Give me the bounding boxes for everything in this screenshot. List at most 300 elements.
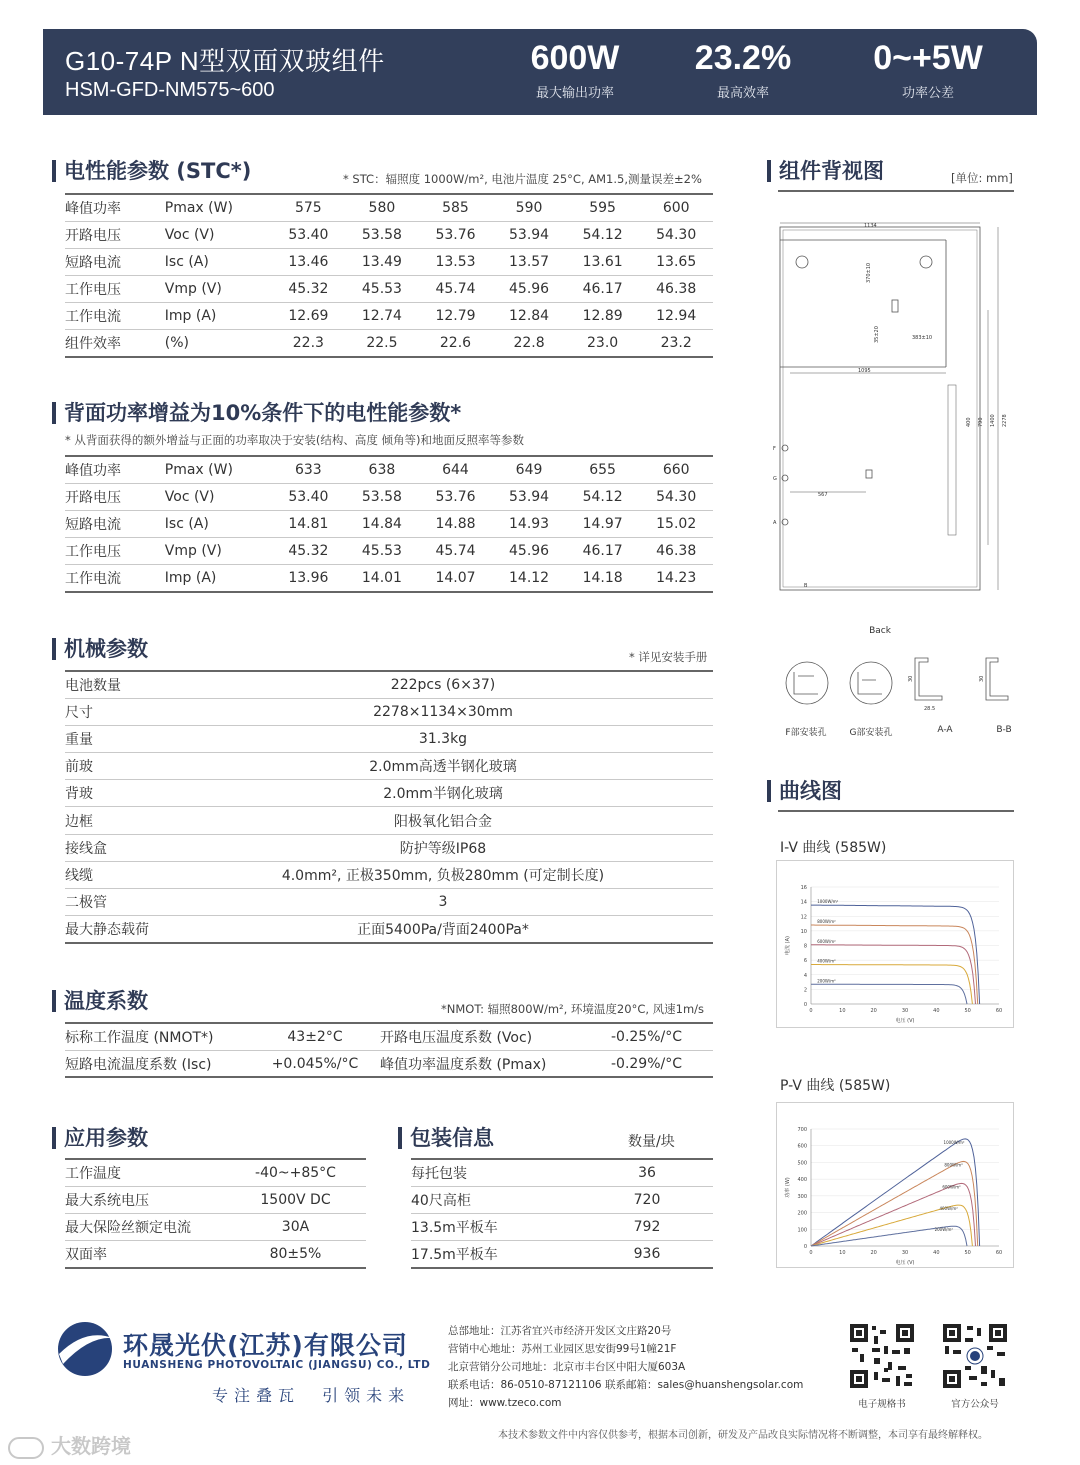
table-cell: 峰值功率温度系数 (Pmax) xyxy=(380,1050,580,1077)
table-cell: 14.88 xyxy=(419,510,493,537)
table-cell: 45.32 xyxy=(272,538,346,565)
y-tick-label: 200 xyxy=(797,1210,807,1217)
x-tick-label: 20 xyxy=(870,1008,877,1014)
detail-f-circle xyxy=(786,662,828,704)
series-label: 400W/m² xyxy=(939,1206,958,1212)
table-row xyxy=(411,1159,713,1186)
x-tick-label: 0 xyxy=(809,1008,813,1014)
section-title-temperature: 温度系数 xyxy=(52,988,148,1014)
table-cell xyxy=(641,671,713,698)
x-tick-label: 30 xyxy=(901,1008,909,1014)
table-cell: 45.53 xyxy=(345,276,419,303)
table-cell: 14.81 xyxy=(272,510,346,537)
pv-chart xyxy=(776,1102,1014,1268)
table-cell: Voc (V) xyxy=(165,221,272,248)
table-cell: 线缆 xyxy=(65,861,245,888)
series-label: 800W/m² xyxy=(944,1162,963,1168)
table-row xyxy=(65,248,713,275)
table-row xyxy=(65,194,713,221)
table-row xyxy=(65,698,713,725)
website: 网址：www.tzeco.com xyxy=(448,1397,562,1409)
table-cell: 每托包装 xyxy=(411,1159,581,1186)
table-row xyxy=(65,671,713,698)
table-cell: 590 xyxy=(492,194,566,221)
table-cell: 12.79 xyxy=(419,303,493,330)
watermark-text: 大数跨境 xyxy=(50,1434,131,1458)
table-cell: 53.94 xyxy=(492,221,566,248)
series-line xyxy=(811,984,967,1004)
y-tick-label: 14 xyxy=(800,899,807,906)
kpi-value: 23.2% xyxy=(694,39,792,77)
table-cell: 13.61 xyxy=(566,248,640,275)
detail-label-f: F部安装孔 xyxy=(785,728,827,738)
dim-label: 1400 xyxy=(990,414,996,427)
table-cell: 开路电压 xyxy=(65,483,165,510)
table-cell xyxy=(641,807,713,834)
detail-label-g: G部安装孔 xyxy=(849,728,893,738)
y-tick-label: 500 xyxy=(797,1160,807,1167)
table-row xyxy=(65,538,713,565)
table-cell: 45.74 xyxy=(419,276,493,303)
table-cell: 12.94 xyxy=(639,303,713,330)
table-cell: 14.97 xyxy=(566,510,640,537)
kpi-max-efficiency xyxy=(668,39,818,101)
module-back-drawing xyxy=(760,215,1040,600)
section-title-electrical: 电性能参数 (STC*) xyxy=(52,158,251,184)
table-row xyxy=(65,276,713,303)
x-tick-label: 30 xyxy=(901,1250,909,1256)
table-cell: 45.96 xyxy=(492,538,566,565)
dim-label: 370±10 xyxy=(866,262,872,283)
table-cell: (%) xyxy=(165,330,272,357)
watermark xyxy=(8,1430,131,1459)
nmot-note: *NMOT: 辐照800W/m², 环境温度20°C, 风速1m/s xyxy=(441,1002,705,1016)
table-cell xyxy=(641,889,713,916)
table-cell: 53.76 xyxy=(419,483,493,510)
x-tick-label: 0 xyxy=(809,1250,813,1256)
qr-code-spec-icon xyxy=(848,1322,916,1390)
table-cell: 17.5m平板车 xyxy=(411,1241,581,1268)
table-cell: Imp (A) xyxy=(165,565,272,592)
table-cell: 23.0 xyxy=(566,330,640,357)
table-cell: 14.07 xyxy=(419,565,493,592)
table-cell: 短路电流 xyxy=(65,248,165,275)
disclaimer: 本技术参数文件中内容仅供参考，根据本司创新，研发及产品改良实际情况将不断调整，本司享有最终解释权。 xyxy=(498,1430,988,1441)
table-cell: 4.0mm², 正极350mm, 负极280mm (可定制长度) xyxy=(245,861,641,888)
table-cell: +0.045%/°C xyxy=(250,1050,380,1077)
table-cell: 3 xyxy=(245,889,641,916)
electrical-table xyxy=(65,193,713,358)
table-cell: 585 xyxy=(419,194,493,221)
table-cell: 13.53 xyxy=(419,248,493,275)
table-cell: 正面5400Pa/背面2400Pa* xyxy=(245,916,641,943)
table-cell: 12.84 xyxy=(492,303,566,330)
table-cell: 开路电压 xyxy=(65,221,165,248)
table-cell: 54.12 xyxy=(566,483,640,510)
dim-label: 400 xyxy=(966,417,972,427)
detail-g-profile xyxy=(858,672,882,694)
series-label: 200W/m² xyxy=(817,978,836,984)
table-row xyxy=(65,510,713,537)
y-tick-label: 4 xyxy=(803,972,807,979)
table-cell: 595 xyxy=(566,194,640,221)
x-tick-label: 50 xyxy=(964,1250,971,1256)
table-row xyxy=(65,834,713,861)
table-cell: 标称工作温度 (NMOT*) xyxy=(65,1023,250,1050)
table-cell: 12.74 xyxy=(345,303,419,330)
table-cell: 720 xyxy=(581,1186,713,1213)
table-cell: 580 xyxy=(345,194,419,221)
table-cell: 80±5% xyxy=(225,1241,366,1268)
table-cell: 重量 xyxy=(65,725,245,752)
table-cell xyxy=(641,725,713,752)
table-cell: 工作电压 xyxy=(65,538,165,565)
series-label: 200W/m² xyxy=(934,1227,954,1233)
y-tick-label: 400 xyxy=(797,1177,807,1184)
detail-label-aa: A-A xyxy=(937,725,953,735)
table-cell xyxy=(641,834,713,861)
kpi-label: 最高效率 xyxy=(716,86,769,101)
series-line xyxy=(811,945,976,1004)
company-name-en: HUANSHENG PHOTOVOLTAIC (JIANGSU) CO., LTD xyxy=(123,1359,431,1371)
y-axis-label: 电流 (A) xyxy=(785,936,791,955)
section-mark: B xyxy=(804,583,808,589)
x-tick-label: 10 xyxy=(839,1250,846,1256)
section-mark: A xyxy=(773,520,777,526)
table-cell: Pmax (W) xyxy=(165,456,272,483)
table-cell: 2278×1134×30mm xyxy=(245,698,641,725)
table-cell: 46.38 xyxy=(639,538,713,565)
temperature-table xyxy=(65,1022,713,1078)
table-cell: 46.17 xyxy=(566,276,640,303)
section-mark: F xyxy=(773,446,776,452)
unit-label: [单位: mm] xyxy=(951,171,1013,185)
table-cell: 36 xyxy=(581,1159,713,1186)
detail-f-profile xyxy=(794,672,818,694)
y-tick-label: 0 xyxy=(803,1002,807,1008)
table-row xyxy=(65,1241,366,1268)
slogan: 专注叠瓦 引领未来 xyxy=(212,1386,411,1405)
detail-g-circle xyxy=(850,662,892,704)
x-tick-label: 60 xyxy=(995,1008,1003,1014)
table-cell: 前玻 xyxy=(65,753,245,780)
dim-label: 35±20 xyxy=(874,326,880,343)
bifacial-table xyxy=(65,455,713,593)
table-cell: 组件效率 xyxy=(65,330,165,357)
table-cell: 575 xyxy=(272,194,346,221)
table-cell: 最大系统电压 xyxy=(65,1186,225,1213)
mechanical-table xyxy=(65,670,713,944)
table-cell: 短路电流温度系数 (Isc) xyxy=(65,1050,250,1077)
series-label: 800W/m² xyxy=(817,919,836,925)
table-cell: 54.30 xyxy=(639,221,713,248)
table-cell: 22.8 xyxy=(492,330,566,357)
table-cell: 开路电压温度系数 (Voc) xyxy=(380,1023,580,1050)
table-row xyxy=(65,565,713,592)
table-cell: 23.2 xyxy=(639,330,713,357)
table-cell xyxy=(641,780,713,807)
y-tick-label: 10 xyxy=(800,928,807,935)
table-cell: 22.3 xyxy=(272,330,346,357)
detail-drawings xyxy=(778,650,1028,720)
table-row xyxy=(65,483,713,510)
table-cell: 边框 xyxy=(65,807,245,834)
table-cell: Isc (A) xyxy=(165,510,272,537)
contact-phone-email: 联系电话：86-0510-87121106 联系邮箱：sales@huanshengsolar.com xyxy=(448,1379,804,1391)
series-label: 600W/m² xyxy=(817,938,836,944)
x-tick-label: 40 xyxy=(933,1008,940,1014)
section-title-curves: 曲线图 xyxy=(767,778,842,804)
qr-label-wechat: 官方公众号 xyxy=(951,1399,999,1410)
table-cell: 12.89 xyxy=(566,303,640,330)
table-cell: 53.94 xyxy=(492,483,566,510)
x-tick-label: 50 xyxy=(964,1008,971,1014)
y-axis-label: 功率 (W) xyxy=(785,1177,791,1198)
table-cell: 222pcs (6×37) xyxy=(245,671,641,698)
table-row xyxy=(65,861,713,888)
section-title-packing: 包装信息 xyxy=(398,1125,494,1151)
table-cell: 13.46 xyxy=(272,248,346,275)
y-tick-label: 6 xyxy=(803,958,807,965)
table-row xyxy=(65,456,713,483)
table-row xyxy=(65,303,713,330)
iv-chart xyxy=(776,860,1014,1028)
table-row xyxy=(65,753,713,780)
table-row xyxy=(411,1213,713,1240)
table-cell: 40尺高柜 xyxy=(411,1186,581,1213)
table-cell: 短路电流 xyxy=(65,510,165,537)
section-aa-profile xyxy=(915,658,942,700)
stc-note: * STC：辐照度 1000W/m², 电池片温度 25°C, AM1.5,测量误差±2% xyxy=(343,172,702,186)
y-tick-label: 700 xyxy=(797,1127,807,1133)
junction-box-left xyxy=(796,256,808,268)
table-cell: 638 xyxy=(345,456,419,483)
table-cell xyxy=(641,753,713,780)
table-cell: 30A xyxy=(225,1213,366,1240)
table-cell: 双面率 xyxy=(65,1241,225,1268)
table-cell: 最大保险丝额定电流 xyxy=(65,1213,225,1240)
y-tick-label: 600 xyxy=(797,1143,807,1150)
section-rule xyxy=(778,190,1014,192)
pv-caption: P-V 曲线 (585W) xyxy=(780,1078,891,1094)
dim-label: 383±10 xyxy=(912,335,933,341)
table-cell: -0.25%/°C xyxy=(580,1023,713,1050)
mechanical-note: * 详见安装手册 xyxy=(629,650,708,664)
table-cell: 53.58 xyxy=(345,483,419,510)
table-cell: 13.5m平板车 xyxy=(411,1213,581,1240)
dim-label: 1134 xyxy=(864,223,877,229)
kpi-power-tolerance xyxy=(853,39,1003,101)
table-row xyxy=(411,1241,713,1268)
x-axis-label: 电压 (V) xyxy=(895,1018,915,1024)
company-logo xyxy=(55,1320,115,1378)
table-cell: 600 xyxy=(639,194,713,221)
side-bracket xyxy=(948,385,956,535)
table-cell: 尺寸 xyxy=(65,698,245,725)
table-cell: 53.40 xyxy=(272,483,346,510)
iv-caption: I-V 曲线 (585W) xyxy=(780,840,887,856)
address-beijing: 北京营销分公司地址：北京市丰台区中阳大厦603A xyxy=(448,1361,686,1373)
table-cell: 46.38 xyxy=(639,276,713,303)
table-cell: 54.30 xyxy=(639,483,713,510)
dim-label: 2278 xyxy=(1002,414,1008,427)
table-cell: 53.58 xyxy=(345,221,419,248)
table-row xyxy=(65,916,713,943)
table-cell: 13.96 xyxy=(272,565,346,592)
junction-box-right xyxy=(920,256,932,268)
back-label: Back xyxy=(869,626,891,636)
table-row xyxy=(65,1186,366,1213)
section-title-application: 应用参数 xyxy=(52,1125,148,1151)
section-title-bifacial: 背面功率增益为10%条件下的电性能参数* xyxy=(52,400,461,426)
table-cell: Imp (A) xyxy=(165,303,272,330)
table-cell: 14.23 xyxy=(639,565,713,592)
table-cell: 53.40 xyxy=(272,221,346,248)
table-cell: 53.76 xyxy=(419,221,493,248)
table-row xyxy=(65,889,713,916)
table-row xyxy=(65,725,713,752)
table-cell: 阳极氧化铝合金 xyxy=(245,807,641,834)
table-cell: 峰值功率 xyxy=(65,456,165,483)
table-cell: 46.17 xyxy=(566,538,640,565)
kpi-label: 功率公差 xyxy=(901,86,954,101)
table-row xyxy=(65,330,713,357)
dim-label: 790 xyxy=(978,417,984,427)
table-cell: 13.49 xyxy=(345,248,419,275)
series-label: 600W/m² xyxy=(942,1184,961,1190)
section-title-backview: 组件背视图 xyxy=(767,158,884,184)
table-cell: 工作电流 xyxy=(65,565,165,592)
application-table xyxy=(65,1158,366,1269)
y-tick-label: 300 xyxy=(797,1193,807,1200)
series-line xyxy=(811,1139,980,1246)
y-tick-label: 2 xyxy=(803,987,807,994)
watermark-logo-icon xyxy=(8,1437,44,1459)
table-cell: 649 xyxy=(492,456,566,483)
product-title: G10-74P N型双面双玻组件 xyxy=(65,46,385,76)
table-row xyxy=(65,1159,366,1186)
section-mark: G xyxy=(773,476,777,482)
table-cell: 15.02 xyxy=(639,510,713,537)
table-cell xyxy=(641,861,713,888)
table-cell: 54.12 xyxy=(566,221,640,248)
dim-label: 28.5 xyxy=(924,706,936,712)
packing-table xyxy=(411,1158,713,1269)
table-cell: 13.57 xyxy=(492,248,566,275)
dim-label: 30 xyxy=(908,675,914,682)
company-name-cn: 环晟光伏(江苏)有限公司 xyxy=(123,1331,408,1360)
table-cell: 660 xyxy=(639,456,713,483)
section-rule xyxy=(778,810,1014,812)
table-cell: Vmp (V) xyxy=(165,276,272,303)
series-line xyxy=(811,1161,978,1246)
table-cell: 43±2°C xyxy=(250,1023,380,1050)
detail-label-bb: B-B xyxy=(996,725,1012,735)
kpi-label: 最大输出功率 xyxy=(535,86,614,101)
x-tick-label: 40 xyxy=(933,1250,940,1256)
table-cell: 电池数量 xyxy=(65,671,245,698)
bifacial-note: * 从背面获得的额外增益与正面的功率取决于安装(结构、高度 倾角等)和地面反照率等参数 xyxy=(65,433,525,447)
y-tick-label: 100 xyxy=(797,1227,807,1234)
table-cell: 14.93 xyxy=(492,510,566,537)
y-tick-label: 12 xyxy=(800,914,807,921)
series-line xyxy=(811,1183,976,1246)
table-cell: 二极管 xyxy=(65,889,245,916)
table-cell: 接线盒 xyxy=(65,834,245,861)
table-cell: 14.18 xyxy=(566,565,640,592)
dim-label: 567 xyxy=(818,492,828,498)
table-cell: -0.29%/°C xyxy=(580,1050,713,1077)
table-row xyxy=(411,1186,713,1213)
table-cell: 45.32 xyxy=(272,276,346,303)
x-tick-label: 60 xyxy=(995,1250,1003,1256)
table-cell: 背玻 xyxy=(65,780,245,807)
table-cell: 防护等级IP68 xyxy=(245,834,641,861)
table-cell: 792 xyxy=(581,1213,713,1240)
table-cell: 14.84 xyxy=(345,510,419,537)
table-cell: 45.74 xyxy=(419,538,493,565)
table-cell: 14.01 xyxy=(345,565,419,592)
packing-unit: 数量/块 xyxy=(628,1134,675,1150)
x-tick-label: 20 xyxy=(870,1250,877,1256)
table-row xyxy=(65,807,713,834)
x-tick-label: 10 xyxy=(839,1008,846,1014)
table-row xyxy=(65,1213,366,1240)
table-cell xyxy=(641,916,713,943)
series-label: 1000W/m² xyxy=(817,899,839,905)
series-label: 1000W/m² xyxy=(943,1139,965,1145)
header-banner xyxy=(43,29,1037,115)
table-cell: 655 xyxy=(566,456,640,483)
address-hq: 总部地址：江苏省宜兴市经济开发区文庄路20号 xyxy=(448,1325,672,1337)
junction-box-center xyxy=(892,300,898,312)
table-cell xyxy=(641,698,713,725)
table-cell: 45.53 xyxy=(345,538,419,565)
table-cell: Pmax (W) xyxy=(165,194,272,221)
x-axis-label: 电压 (V) xyxy=(895,1260,915,1266)
table-cell: 工作温度 xyxy=(65,1159,225,1186)
table-cell: 22.6 xyxy=(419,330,493,357)
table-cell: 12.69 xyxy=(272,303,346,330)
table-cell: 936 xyxy=(581,1241,713,1268)
table-row xyxy=(65,1023,713,1050)
table-cell: 2.0mm半钢化玻璃 xyxy=(245,780,641,807)
kpi-value: 600W xyxy=(530,39,620,77)
table-row xyxy=(65,780,713,807)
kpi-value: 0~+5W xyxy=(873,39,983,77)
table-cell: 峰值功率 xyxy=(65,194,165,221)
y-tick-label: 0 xyxy=(803,1244,807,1250)
table-cell: 13.65 xyxy=(639,248,713,275)
table-cell: 22.5 xyxy=(345,330,419,357)
table-row xyxy=(65,1050,713,1077)
section-title-mechanical: 机械参数 xyxy=(52,636,148,662)
contact-block xyxy=(448,1322,803,1412)
kpi-max-power xyxy=(500,39,650,101)
address-sales: 营销中心地址：苏州工业园区思安街99号1幢21F xyxy=(448,1343,677,1355)
table-cell: 644 xyxy=(419,456,493,483)
dim-label: 1095 xyxy=(858,368,871,374)
table-cell: Isc (A) xyxy=(165,248,272,275)
table-cell: 1500V DC xyxy=(225,1186,366,1213)
table-cell: 31.3kg xyxy=(245,725,641,752)
qr-label-spec: 电子规格书 xyxy=(858,1399,906,1410)
table-cell: Vmp (V) xyxy=(165,538,272,565)
y-tick-label: 8 xyxy=(803,943,807,950)
series-label: 400W/m² xyxy=(817,958,836,964)
table-cell: 最大静态载荷 xyxy=(65,916,245,943)
y-tick-label: 16 xyxy=(800,885,807,891)
